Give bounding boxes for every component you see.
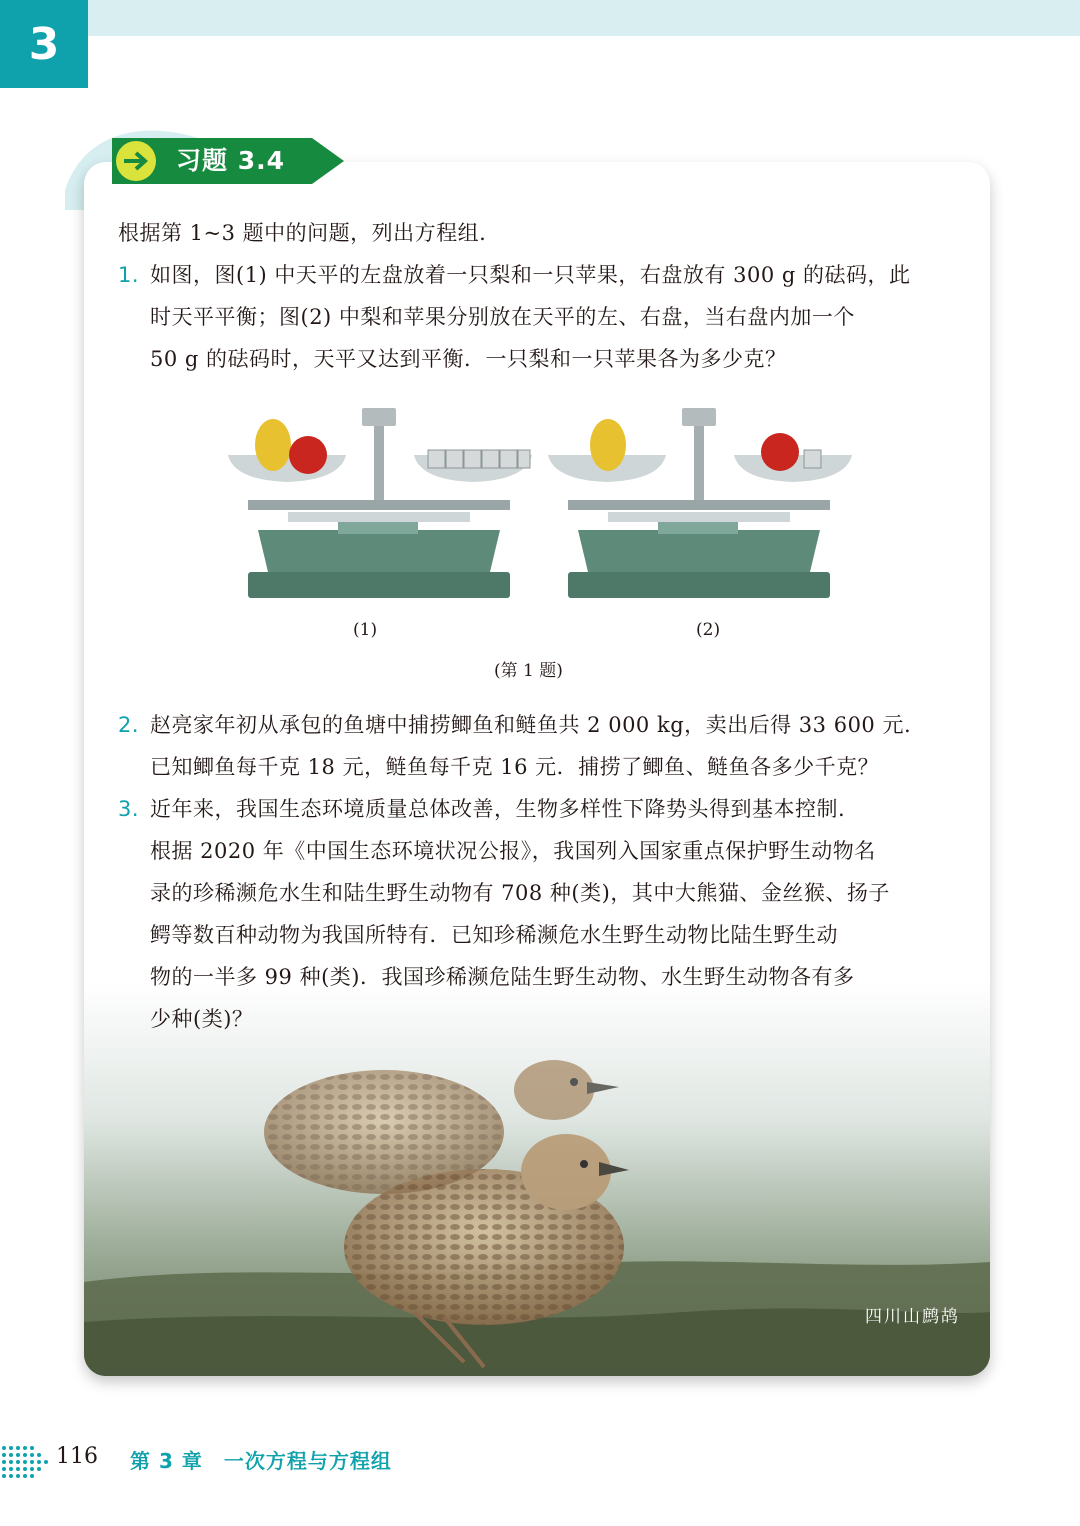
problem-3-line: 根据 2020 年《中国生态环境状况公报》，我国列入国家重点保护野生动物名	[150, 839, 876, 863]
balance-scale-2	[548, 408, 852, 598]
figure-caption: (第 1 题)	[494, 661, 563, 681]
problem-3-line: 近年来，我国生态环境质量总体改善，生物多样性下降势头得到基本控制.	[150, 797, 846, 821]
problem-3-line: 少种(类)？	[150, 1007, 254, 1031]
figure-sub-caption: (2)	[696, 620, 721, 640]
problem-2-line: 已知鲫鱼每千克 18 元，鲢鱼每千克 16 元．捕捞了鲫鱼、鲢鱼各多少千克？	[150, 755, 880, 779]
problem-number: 3.	[118, 797, 140, 821]
problem-2-line: 赵亮家年初从承包的鱼塘中捕捞鲫鱼和鲢鱼共 2 000 kg，卖出后得 33 600 元.	[150, 713, 912, 737]
chapter-number-tab: 3	[0, 0, 88, 88]
problem-3-line: 鳄等数百种动物为我国所特有．已知珍稀濒危水生野生动物比陆生野生动	[150, 923, 838, 947]
balance-scale-1	[228, 408, 532, 598]
problem-1-line: 如图，图(1) 中天平的左盘放着一只梨和一只苹果，右盘放有 300 g 的砝码，此	[150, 263, 911, 287]
figure-sub-caption: (1)	[353, 620, 378, 640]
problem-1-line: 50 g 的砝码时，天平又达到平衡．一只梨和一只苹果各为多少克？	[150, 347, 787, 371]
balance-scales-figure	[228, 400, 864, 610]
footer-chapter-title: 第 3 章 一次方程与方程组	[130, 1449, 392, 1473]
top-color-band	[0, 0, 1080, 36]
footer-dots-decoration	[0, 1440, 52, 1480]
partridge-photo	[84, 982, 990, 1376]
photo-credit: 四川山鹧鸪	[865, 1307, 960, 1327]
problem-1-line: 时天平平衡；图(2) 中梨和苹果分别放在天平的左、右盘，当右盘内加一个	[150, 305, 855, 329]
page-number: 116	[56, 1444, 98, 1469]
problem-number: 1.	[118, 263, 140, 287]
problem-number: 2.	[118, 713, 140, 737]
problem-3-line: 录的珍稀濒危水生和陆生野生动物有 708 种(类)，其中大熊猫、金丝猴、扬子	[150, 881, 890, 905]
section-title: 习题 3.4	[176, 146, 285, 175]
problem-3-line: 物的一半多 99 种(类)．我国珍稀濒危陆生野生动物、水生野生动物各有多	[150, 965, 855, 989]
intro-text: 根据第 1~3 题中的问题，列出方程组.	[118, 221, 487, 245]
